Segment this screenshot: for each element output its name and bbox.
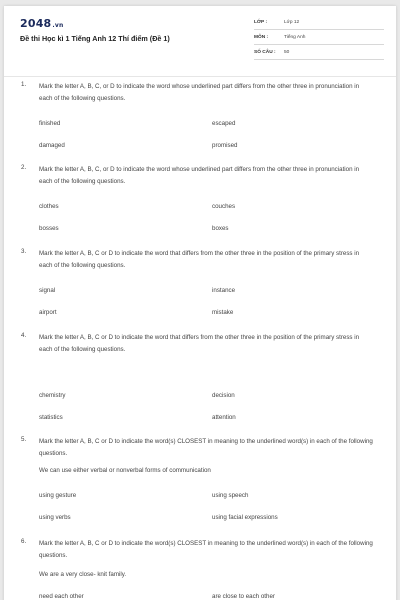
exam-sheet — [4, 6, 396, 600]
meta-value-subject: Tiếng Anh — [284, 34, 306, 40]
logo-text: 2048 — [20, 17, 52, 30]
option-a[interactable]: need each other — [39, 593, 84, 600]
exam-meta — [254, 15, 384, 60]
option-a[interactable]: signal — [39, 287, 56, 294]
option-d[interactable]: attention — [212, 414, 236, 421]
exam-header — [4, 6, 396, 76]
header-divider — [4, 76, 396, 77]
option-d[interactable]: mistake — [212, 309, 234, 316]
meta-value-count: 50 — [284, 49, 290, 55]
option-b[interactable]: escaped — [212, 120, 236, 127]
option-a[interactable]: using gesture — [39, 492, 77, 499]
meta-label-class: LỚP : — [254, 19, 268, 25]
question-text: Mark the letter A, B, C or D to indicate the word(s) CLOSEST in meaning to the underlined word(s) in each of the following questions. — [39, 540, 373, 559]
option-b[interactable]: using speech — [212, 492, 249, 499]
question-number: 4. — [21, 332, 27, 339]
option-a[interactable]: clothes — [39, 203, 59, 210]
meta-row-class — [254, 15, 384, 30]
logo-suffix: .vn — [52, 22, 64, 29]
option-d[interactable]: promised — [212, 142, 238, 149]
option-c[interactable]: using verbs — [39, 514, 71, 521]
option-d[interactable]: boxes — [212, 225, 229, 232]
meta-label-subject: MÔN : — [254, 34, 269, 40]
option-b[interactable]: decision — [212, 392, 235, 399]
option-a[interactable]: chemistry — [39, 392, 66, 399]
meta-label-count: SỐ CÂU : — [254, 49, 276, 55]
question-text: Mark the letter A, B, C, or D to indicate the word whose underlined part differs from the other three in pronunciation in each of the following questions. — [39, 166, 360, 185]
question-text: Mark the letter A, B, C or D to indicate the word that differs from the other three in the position of the primary stress in each of the following questions. — [39, 250, 360, 269]
option-b[interactable]: couches — [212, 203, 236, 210]
question-stem: We can use either verbal or nonverbal forms of communication — [39, 467, 211, 474]
question-number: 1. — [21, 81, 27, 88]
meta-row-count — [254, 45, 384, 60]
question-text: Mark the letter A, B, C, or D to indicate the word whose underlined part differs from the other three in pronunciation in each of the following questions. — [39, 83, 360, 102]
option-c[interactable]: bosses — [39, 225, 59, 232]
question-number: 2. — [21, 164, 27, 171]
option-d[interactable]: using facial expressions — [212, 514, 278, 521]
option-c[interactable]: airport — [39, 309, 57, 316]
question-text: Mark the letter A, B, C or D to indicate the word(s) CLOSEST in meaning to the underlined word(s) in each of the following questions. — [39, 438, 373, 457]
question-stem: We are a very close- knit family. — [39, 571, 127, 578]
option-b[interactable]: are close to each other — [212, 593, 275, 600]
site-logo[interactable] — [20, 17, 63, 30]
meta-value-class: Lớp 12 — [284, 19, 300, 25]
option-c[interactable]: damaged — [39, 142, 65, 149]
option-c[interactable]: statistics — [39, 414, 63, 421]
question-number: 5. — [21, 436, 27, 443]
option-b[interactable]: instance — [212, 287, 236, 294]
question-number: 6. — [21, 538, 27, 545]
option-a[interactable]: finished — [39, 120, 61, 127]
question-text: Mark the letter A, B, C or D to indicate the word that differs from the other three in the position of the primary stress in each of the following questions. — [39, 334, 360, 353]
exam-title: Đề thi Học kì 1 Tiếng Anh 12 Thí điểm (Đề 1) — [20, 34, 170, 43]
question-number: 3. — [21, 248, 27, 255]
meta-row-subject — [254, 30, 384, 45]
